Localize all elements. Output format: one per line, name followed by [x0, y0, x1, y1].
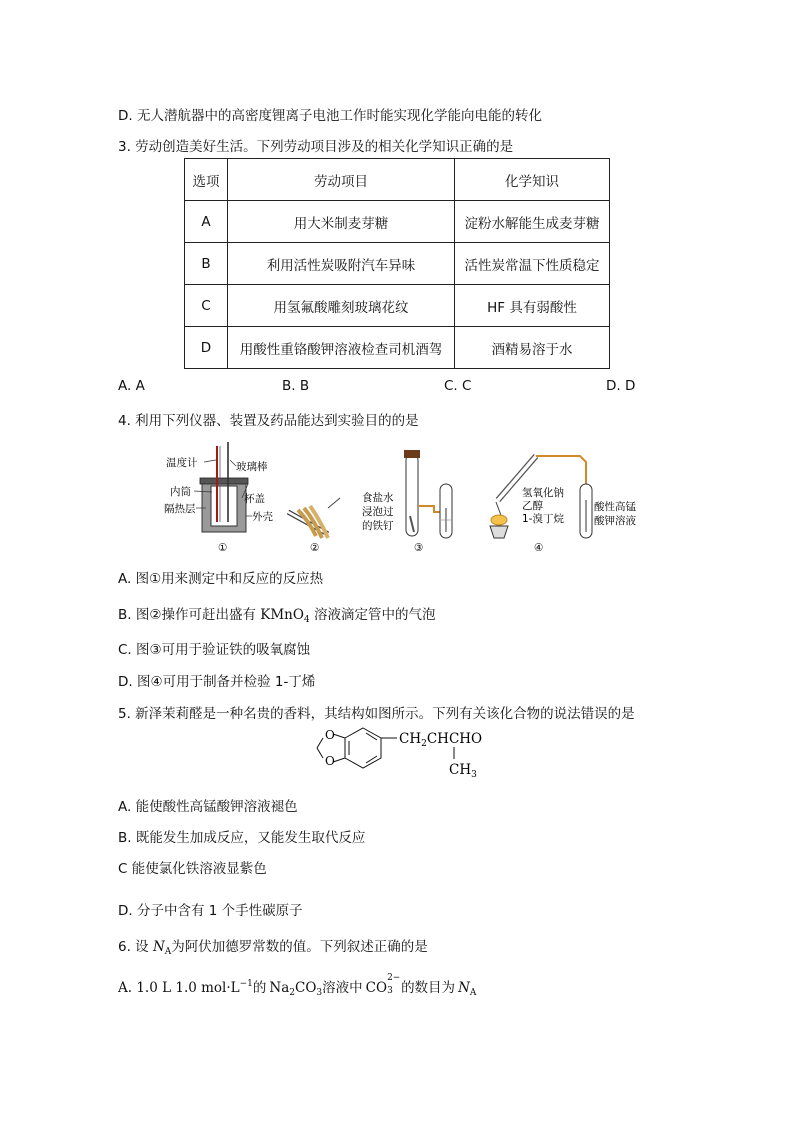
q6-option-a [118, 973, 477, 998]
table-cell: C [185, 285, 228, 327]
calorimeter-diagram [200, 442, 248, 532]
q3-choice-b: B. B [282, 378, 310, 394]
q6a-sub: 3 [316, 988, 323, 998]
label-lid: 杯盖 [244, 493, 265, 505]
q6-stem-suffix: 为阿伏加德罗常数的值。下列叙述正确的是 [171, 939, 428, 955]
table-row [185, 201, 610, 243]
q3-choice-d: D. D [606, 378, 636, 394]
q4-option-b [118, 603, 435, 625]
q6a-part: 的数目为 [401, 980, 456, 996]
figure-number-1: ① [218, 542, 228, 554]
q6a-part: · [226, 980, 231, 996]
burette-diagram [288, 498, 340, 538]
label-iron-nail: 的铁钉 [362, 520, 394, 532]
q6-stem [118, 935, 428, 957]
table-cell: 用大米制麦芽糖 [228, 201, 455, 243]
q6a-part: Na [269, 980, 290, 996]
label-salt-water: 食盐水 [362, 492, 394, 504]
q6a-part: L [230, 980, 240, 996]
q6a-part: 溶液中 [322, 980, 363, 996]
table-header-cell: 选项 [185, 159, 228, 201]
q3-stem: 3. 劳动创造美好生活。下列劳动项目涉及的相关化学知识正确的是 [118, 139, 514, 155]
table-cell: A [185, 201, 228, 243]
table-header-row [185, 159, 610, 201]
q4-option-b-prefix: B. 图②操作可赶出盛有 [118, 607, 256, 623]
q4-stem: 4. 利用下列仪器、装置及药品能达到实验目的的是 [118, 413, 419, 429]
kmno4-subscript: 4 [303, 615, 310, 625]
q4-option-d: D. 图④可用于制备并检验 1-丁烯 [118, 674, 316, 690]
q6a-part: CO [295, 980, 317, 996]
q5-option-a: A. 能使酸性高锰酸钾溶液褪色 [118, 799, 298, 815]
q5-molecule-structure [305, 723, 505, 788]
q2-option-d: D. 无人潜航器中的高密度锂离子电池工作时能实现化学能向电能的转化 [118, 108, 542, 124]
table-cell: 活性炭常温下性质稳定 [455, 243, 610, 285]
label-ethanol: 乙醇 [522, 500, 543, 512]
figure-number-2: ② [310, 542, 320, 554]
kmno4-formula: KMnO [260, 607, 304, 623]
table-row [185, 327, 610, 369]
q6a-part: N [458, 980, 470, 996]
label-bromobutane: 1-溴丁烷 [522, 513, 564, 525]
q6a-supsub [387, 973, 401, 996]
q3-table [184, 158, 610, 369]
label-thermometer: 温度计 [166, 457, 198, 469]
table-header-cell: 化学知识 [455, 159, 610, 201]
label-naoh: 氢氧化钠 [522, 487, 564, 499]
table-header-cell: 劳动项目 [228, 159, 455, 201]
q6a-sup: 2− [387, 973, 401, 983]
q5-option-d: D. 分子中含有 1 个手性碳原子 [118, 903, 303, 919]
table-cell: 酒精易溶于水 [455, 327, 610, 369]
methyl-label: $CH_3$ [449, 762, 477, 780]
figure-number-4: ④ [534, 542, 544, 554]
label-glass-rod: 玻璃棒 [236, 461, 268, 473]
table-cell: 淀粉水解能生成麦芽糖 [455, 201, 610, 243]
label-insulation: 隔热层 [164, 503, 196, 515]
label-inner-cylinder: 内筒 [170, 486, 191, 498]
q3-choice-a: A. A [118, 378, 145, 394]
benzodioxole-structure [305, 723, 505, 788]
oxygen-atom-top: O [325, 728, 335, 742]
table-row [185, 285, 610, 327]
table-cell: B [185, 243, 228, 285]
q4-apparatus-figure [160, 440, 650, 558]
label-soaked: 浸泡过 [362, 506, 394, 518]
table-cell: 用氢氟酸雕刻玻璃花纹 [228, 285, 455, 327]
table-cell: HF 具有弱酸性 [455, 285, 610, 327]
q6a-sub: A [469, 988, 477, 998]
avogadro-subscript: A [164, 947, 172, 957]
side-chain-label: $CH_2CHCHO$ [399, 731, 483, 749]
q6a-part: CO [365, 980, 388, 996]
label-outer-shell: 外壳 [252, 511, 273, 523]
apparatus-drawing [160, 440, 650, 558]
label-acidic-kmno4: 酸性高锰 [594, 501, 636, 513]
q6a-sub: 3 [387, 986, 393, 996]
avogadro-symbol: N [152, 939, 165, 955]
q5-stem: 5. 新泽茉莉醛是一种名贵的香料，其结构如图所示。下列有关该化合物的说法错误的是 [118, 706, 635, 722]
figure-number-3: ③ [414, 542, 424, 554]
q5-option-b: B. 既能发生加成反应，又能发生取代反应 [118, 830, 366, 846]
q6a-part: A. 1.0 L 1.0 mol [118, 980, 227, 996]
q4-option-c: C. 图③可用于验证铁的吸氧腐蚀 [118, 642, 311, 658]
table-cell: 用酸性重铬酸钾溶液检查司机酒驾 [228, 327, 455, 369]
table-row [185, 243, 610, 285]
oxygen-atom-bottom: O [325, 754, 335, 768]
table-cell: D [185, 327, 228, 369]
q5-option-c: C 能使氯化铁溶液显紫色 [118, 861, 267, 877]
q6a-part: 的 [252, 980, 267, 996]
q6-stem-prefix: 6. 设 [118, 939, 149, 955]
label-kmno4-solution: 酸钾溶液 [594, 515, 636, 527]
q4-option-a: A. 图①用来测定中和反应的反应热 [118, 571, 324, 587]
iron-corrosion-diagram [404, 450, 452, 538]
q3-choice-c: C. C [444, 378, 472, 394]
q4-option-b-suffix: 溶液滴定管中的气泡 [313, 607, 436, 623]
q6a-sub: 2 [289, 988, 296, 998]
table-cell: 利用活性炭吸附汽车异味 [228, 243, 455, 285]
q6a-sup: −1 [239, 979, 253, 989]
